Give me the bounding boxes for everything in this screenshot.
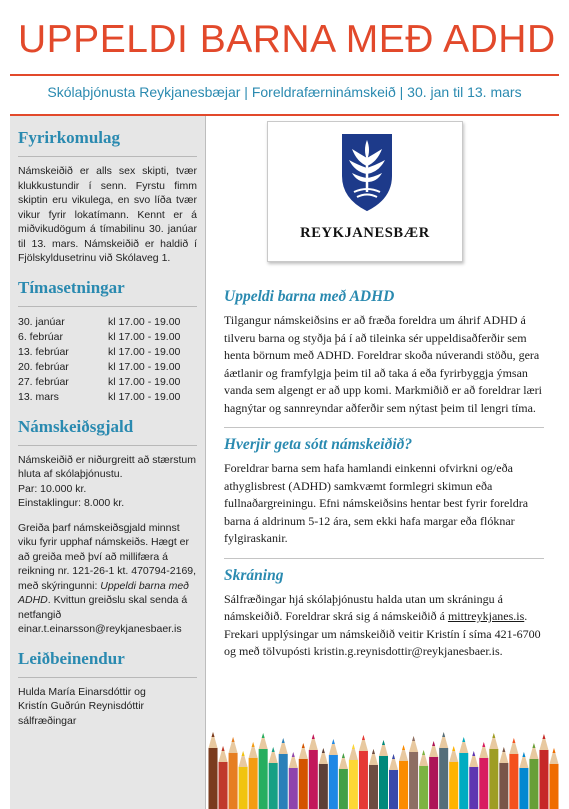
- pencil: [369, 749, 378, 809]
- divider: [18, 306, 197, 307]
- pencil: [399, 745, 408, 809]
- schedule-table: [18, 315, 197, 405]
- fyrirkomulag-text: Námskeiðið er alls sex skipti, tvær klukkustundir í senn. Fyrstu fimm skiptin eru vikulega, en svo líða tvær vikur fyrir lokatímann. Kennt er á miðvikudögum á tímabilinu 30. janúar til 13. mars. Námskeiðið er haldið í Fjölskyldusetrinu við Skólaveg 1.: [18, 165, 197, 264]
- section-leidbeinendur: [18, 649, 197, 729]
- schedule-date: 20. febrúar: [18, 360, 69, 373]
- section-text: Tilgangur námskeiðsins er að fræða foreldra um áhrif ADHD á tilveru barna og styðja þá í að tileinka sér uppeldisaðferðir sem henta börnum með ADHD. Foreldrar skoða núverandi stöðu, gera áætlanir og framfylgja þeim til að taka á eða fyrirbyggja ýmsan vanda sem algengt er að upp komi. Markmiðið er að foreldrar læri hagnýtar og sannreyndar aðferðir sem nýtast þeim til lengri tíma.: [224, 313, 542, 415]
- pencil: [529, 743, 538, 809]
- pencil: [359, 735, 368, 809]
- section-hverjir: [224, 436, 544, 548]
- section-heading: Hverjir geta sótt námskeiðið?: [224, 436, 413, 453]
- pencil: [339, 753, 348, 809]
- schedule-row: [18, 375, 197, 390]
- schedule-date: 6. febrúar: [18, 330, 63, 343]
- divider: [224, 427, 544, 428]
- pencil: [219, 746, 228, 809]
- schedule-time: kl 17.00 - 19.00: [108, 360, 181, 373]
- divider: [18, 677, 197, 678]
- pencil: [549, 748, 558, 809]
- pencil: [239, 751, 248, 809]
- subtitle: Skólaþjónusta Reykjanesbæjar | Foreldrafærninámskeið | 30. jan til 13. mars: [47, 84, 522, 100]
- payment-text: [18, 521, 197, 637]
- pencil: [409, 736, 418, 809]
- section-heading: Námskeiðsgjald: [18, 416, 134, 436]
- payment-text-a: Greiða þarf námskeiðsgjald minnst viku fyrir upphaf námskeiðs. Hægt er að greiða með því að millifæra á reikning nr. 121-26-1 kt. 470794-2169, með skýringunni:: [18, 521, 197, 592]
- pencil: [469, 751, 478, 809]
- pencil: [269, 747, 278, 809]
- schedule-date: 13. febrúar: [18, 345, 69, 358]
- schedule-time: kl 17.00 - 19.00: [108, 330, 181, 343]
- main-content: [224, 288, 544, 661]
- pencil: [489, 733, 498, 809]
- pencil: [539, 734, 548, 809]
- section-heading: Fyrirkomulag: [18, 128, 120, 147]
- section-heading: Leiðbeinendur: [18, 648, 125, 668]
- pencil: [329, 739, 338, 809]
- colored-pencils-image: [208, 718, 559, 809]
- schedule-row: [18, 390, 197, 405]
- pencil: [309, 734, 318, 809]
- section-heading: Uppeldi barna með ADHD: [224, 288, 395, 305]
- skraning-text-b: . Frekari upplýsingar um námskeiðið veitir Kristín í síma 421-6700 og með tölvupósti kristin.g.reynisdottir@reykjanesbaer.is.: [224, 609, 541, 658]
- payment-email[interactable]: einar.t.einarsson@reykjanesbaer.is: [18, 623, 182, 635]
- section-namskeidsgjald: [18, 417, 197, 637]
- section-text: Foreldrar barna sem hafa hamlandi einkenni ofvirkni og/eða athyglisbrest (ADHD) samkvæmt formlegri skimun eða fullnaðargreiningu. Efni námskeiðsins hentar best fyrir foreldra barna á aldrinum 5-12 ára, sem ekki hafa margar eða flóknar fylgiraskanir.: [224, 461, 529, 545]
- schedule-time: kl 17.00 - 19.00: [108, 345, 181, 358]
- schedule-time: kl 17.00 - 19.00: [108, 390, 181, 403]
- pencil: [319, 748, 328, 809]
- payment-reference: Uppeldi barna með ADHD: [18, 579, 190, 606]
- section-heading: Tímasetningar: [18, 277, 125, 297]
- pencil: [259, 733, 268, 809]
- schedule-row: [18, 345, 197, 360]
- pencil: [519, 752, 528, 809]
- pencil: [379, 740, 388, 809]
- schedule-date: 13. mars: [18, 390, 59, 403]
- pencil: [479, 742, 488, 809]
- section-timasetningar: [18, 278, 197, 405]
- pencil: [439, 732, 448, 809]
- schedule-date: 30. janúar: [18, 315, 65, 328]
- gjald-par: Par: 10.000 kr.: [18, 482, 87, 495]
- pencil: [349, 744, 358, 809]
- divider: [18, 445, 197, 446]
- pencil: [279, 738, 288, 809]
- sidebar: [10, 116, 206, 809]
- schedule-row: [18, 315, 197, 330]
- registration-link[interactable]: mittreykjanes.is: [447, 609, 525, 623]
- schedule-time: kl 17.00 - 19.00: [108, 315, 181, 328]
- section-skraning: [224, 567, 544, 661]
- schedule-date: 27. febrúar: [18, 375, 69, 388]
- pencil: [459, 737, 468, 809]
- leidbeinendur-text: Hulda María Einarsdóttir og Kristín Guðrún Reynisdóttir sálfræðingar: [18, 685, 146, 727]
- pencil: [289, 752, 298, 809]
- section-fyrirkomulag: [18, 128, 197, 266]
- pencil: [429, 741, 438, 809]
- schedule-time: kl 17.00 - 19.00: [108, 375, 181, 388]
- page-title: UPPELDI BARNA MEÐ ADHD: [18, 18, 556, 61]
- schedule-row: [18, 330, 197, 345]
- pencil: [229, 737, 238, 809]
- gjald-einstaklingur: Einstaklingur: 8.000 kr.: [18, 497, 125, 509]
- divider: [224, 558, 544, 559]
- divider: [18, 156, 197, 157]
- section-heading: Skráning: [224, 566, 284, 584]
- pencil: [249, 742, 258, 809]
- skraning-text-a: Sálfræðingar hjá skólaþjónustu halda utan um skráningu á námskeiðið. Foreldrar skrá sig á námskeiðið á: [224, 591, 503, 623]
- section-text: [224, 591, 544, 661]
- payment-text-b: . Kvittun greiðslu skal senda á netfangið: [18, 594, 188, 621]
- pencil: [299, 743, 308, 809]
- shield-icon: [340, 132, 394, 212]
- schedule-row: [18, 360, 197, 375]
- section-uppeldi: [224, 288, 544, 417]
- gjald-text: Námskeiðið er niðurgreitt að stærstum hluta af skólaþjónustu.: [18, 453, 196, 480]
- pencil: [509, 738, 518, 809]
- reykjanesbaer-logo: [267, 121, 463, 262]
- title-rule: [10, 74, 559, 76]
- pencil: [449, 746, 458, 809]
- pencil: [419, 750, 428, 809]
- pencil: [499, 747, 508, 809]
- pencil: [389, 754, 398, 809]
- pencil: [209, 732, 218, 809]
- logo-text: REYKJANESBÆR: [300, 225, 430, 241]
